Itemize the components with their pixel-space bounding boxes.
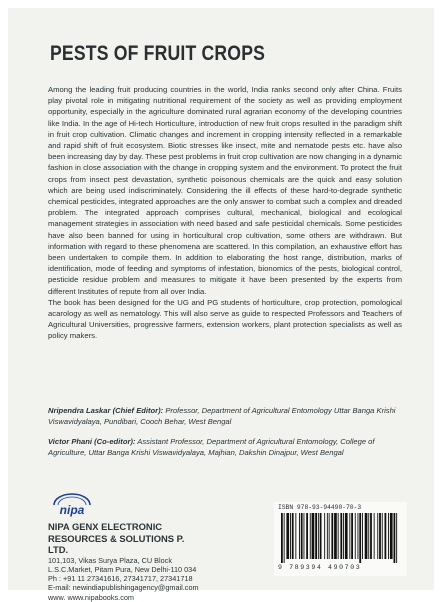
publisher-block bbox=[48, 492, 268, 602]
barcode-stripe bbox=[362, 513, 363, 559]
barcode-stripe bbox=[355, 513, 356, 559]
barcode-stripe bbox=[374, 513, 375, 559]
co-editor bbox=[48, 437, 404, 458]
barcode-stripe bbox=[324, 513, 325, 559]
barcode-stripe bbox=[343, 513, 344, 559]
isbn-barcode bbox=[274, 502, 407, 576]
barcode-stripe bbox=[331, 513, 333, 559]
chief-editor bbox=[48, 406, 404, 427]
barcode-stripe bbox=[292, 513, 294, 559]
barcode-stripe bbox=[310, 513, 311, 559]
barcode-stripe bbox=[385, 513, 387, 559]
barcode-stripe bbox=[312, 513, 315, 559]
chief-editor-name: Nripendra Laskar (Chief Editor): bbox=[48, 406, 164, 415]
barcode-digits: 9 789394 490703 bbox=[278, 564, 362, 571]
barcode-stripe bbox=[304, 513, 305, 559]
publisher-website: www. www.nipabooks.com bbox=[48, 592, 134, 602]
publisher-email: E-mail: newindiapublishingagency@gmail.com bbox=[48, 583, 199, 593]
barcode-stripe bbox=[301, 513, 303, 559]
barcode-stripe bbox=[281, 513, 283, 563]
publisher-address-line: 101,103, Vikas Surya Plaza, CU Block bbox=[48, 555, 172, 565]
barcode-stripe bbox=[370, 513, 372, 559]
nipa-logo-icon bbox=[50, 492, 94, 518]
barcode-stripe bbox=[295, 513, 296, 559]
barcode-stripe bbox=[388, 513, 389, 559]
barcode-stripe bbox=[390, 513, 393, 559]
barcode-stripe bbox=[382, 513, 383, 559]
barcode-stripe bbox=[396, 513, 397, 563]
barcode-stripe bbox=[379, 513, 381, 559]
logo-text: nipa bbox=[59, 503, 85, 517]
barcode-stripe bbox=[315, 513, 317, 559]
publisher-address-line: L.S.C.Market, Pitam Pura, New Delhi-110 034 bbox=[48, 564, 197, 574]
book-description bbox=[48, 84, 402, 342]
barcode-stripe bbox=[358, 513, 359, 559]
barcode-stripe bbox=[286, 513, 289, 559]
barcode-stripe bbox=[394, 513, 396, 563]
barcode-stripe bbox=[338, 513, 339, 559]
barcode-stripe bbox=[284, 513, 285, 563]
barcode-stripe bbox=[377, 513, 378, 559]
co-editor-details: Assistant Professor, Department of Agricultural Entomology, College of Agriculture, Uttar Banga Krishi Viswavidyalaya, Majhian, Dakshin Dinajpur, West Bengal bbox=[48, 437, 375, 457]
barcode-stripe bbox=[290, 513, 291, 559]
description-paragraph-1: Among the leading fruit producing countries in the world, India ranks second only after China. Fruits play pivotal role in mitigating nutritional requirement of the society as well as providing employment opportunity, especially in the agriculture dominated rural agrarian economy of the developing countries like India. In the age of Hi-tech Horticulture, introduction of new fruit crops resulted in the paradigm shift in fruit crop cultivation. Climatic changes and increment in cropping intensity reflected in a remarkable and rapid shift of fruit ecosystem. Biotic stresses like insect, mite and nematode pests etc. have also been increasing day by day. These pest problems in fruit crop cultivation are now changing in a dynamic fashion in close association with the change in cropping system and the environment. To protect the fruit crops from insect pest devastation, synthetic poisonous chemicals are the quick and easy solution which are being used indiscriminately. Considering the ill effects of these hard-to-degrade synthetic chemical pesticides, integrated approaches are the only answer to combat such a complex and dreaded problem. The integrated approach comprises cultural, mechanical, biological and ecological management strategies in association with need based and safe pesticidal chemicals. Some pesticides have also been banned for using in horticultural crop cultivation, some others are withdrawn. But information with regard to these phenomena are scattered. In this compilation, an exhaustive effort has been undertaken to compile them. In addition to elaborating the host range, distribution, marks of identification, mode of feeding and symptoms of infestation, bionomics of the pests, biological control, pesticide residue problem and measures to mitigate it have been presented by the experts from different Institutes of repute from all over India. bbox=[48, 85, 402, 296]
barcode-stripe bbox=[329, 513, 330, 559]
chief-editor-details: Professor, Department of Agricultural Entomology Uttar Banga Krishi Viswavidyalaya, Pundibari, Cooch Behar, West Bengal bbox=[48, 406, 396, 426]
barcode-stripe bbox=[320, 513, 322, 559]
co-editor-name: Victor Phani (Co-editor): bbox=[48, 437, 136, 447]
back-cover bbox=[8, 8, 434, 602]
barcode-stripe bbox=[334, 513, 337, 559]
barcode-stripe bbox=[351, 513, 353, 559]
barcode-stripe bbox=[340, 513, 342, 559]
barcode-stripe bbox=[327, 513, 328, 559]
description-paragraph-2: The book has been designed for the UG and PG students of horticulture, crop protection, pomological acarology as well as nematology. This will also serve as guide to respected Professors and Teachers of Agricultural Universities, progressive farmers, extension workers, plant protection specialists as well as policy makers. bbox=[48, 297, 402, 341]
barcode-stripe bbox=[349, 513, 350, 559]
barcode-stripe bbox=[359, 513, 361, 563]
barcode-bars bbox=[278, 513, 402, 563]
barcode-stripe bbox=[306, 513, 308, 559]
editors-section bbox=[48, 406, 404, 468]
barcode-stripe bbox=[299, 513, 300, 559]
barcode-stripe bbox=[345, 513, 348, 559]
publisher-name: NIPA GENX ELECTRONIC RESOURCES & SOLUTIONS P. LTD. bbox=[48, 521, 185, 556]
book-title: PESTS OF FRUIT CROPS bbox=[50, 42, 266, 65]
isbn-label: ISBN 978-93-94490-70-3 bbox=[278, 504, 362, 511]
barcode-stripe bbox=[318, 513, 319, 559]
barcode-stripe bbox=[365, 513, 368, 559]
barcode-stripe bbox=[368, 513, 369, 559]
publisher-phone: Ph : +91 11 27341616, 27341717, 27341718 bbox=[48, 574, 193, 584]
